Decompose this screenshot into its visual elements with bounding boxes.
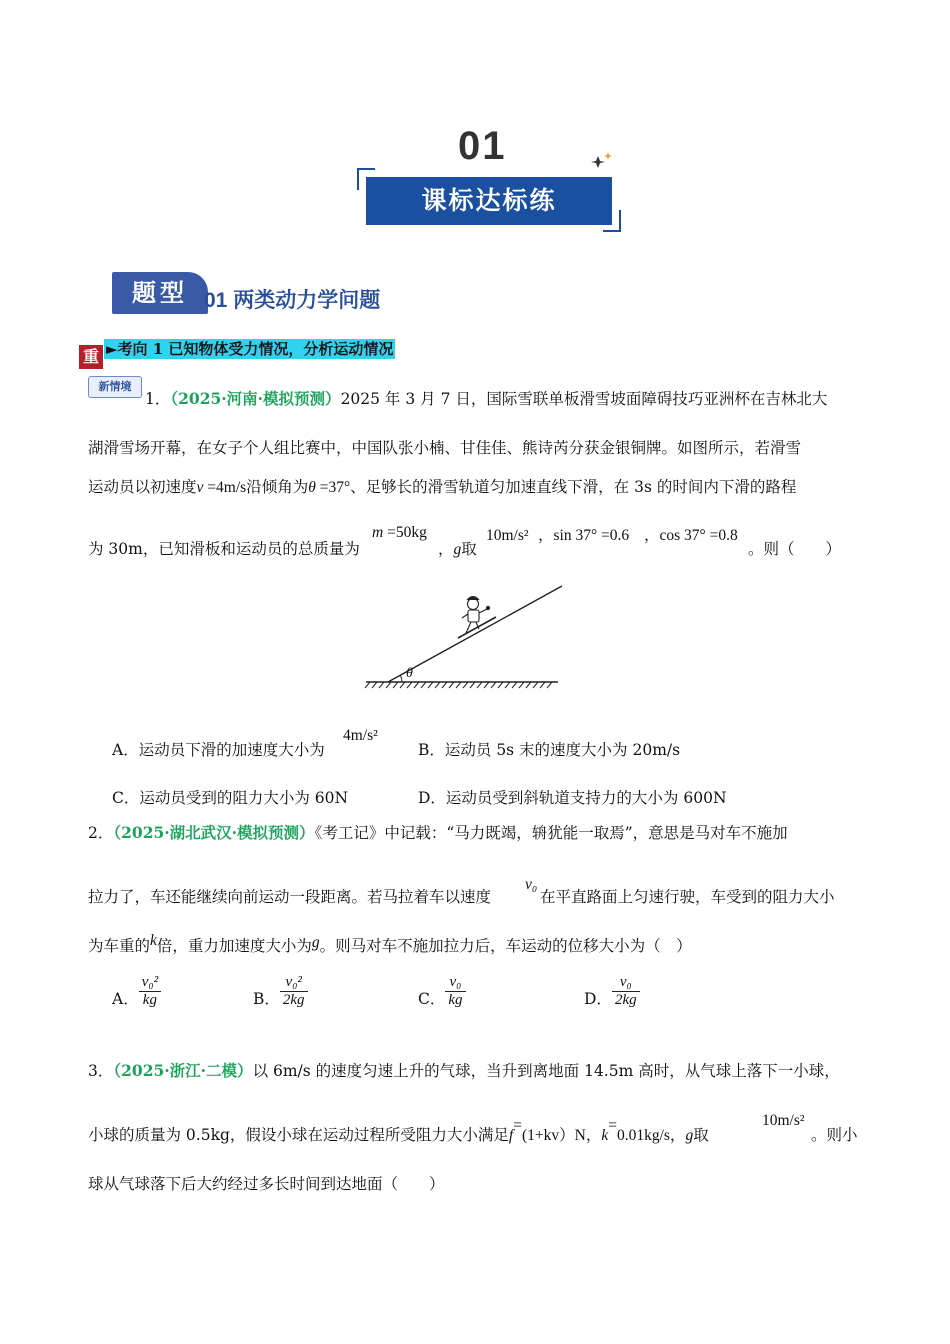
fraction-denominator: kg — [142, 991, 157, 1008]
q2-option-label: B． — [253, 990, 280, 1008]
fraction-numerator: v₀² — [139, 974, 161, 992]
q3-line-2: 小球的质量为 0.5kg，假设小球在运动过程所受阻力大小满足f=(1+kv）N，k=0.01kg/s，g取 — [88, 1117, 709, 1144]
q1-option-d[interactable]: D．运动员受到斜轨道支持力的大小为 600N — [418, 789, 727, 807]
banner-title-text: 课标达标练 — [421, 187, 557, 215]
q2-line-2: 拉力了，车还能继续向前运动一段距离。若马拉着车以速度 — [88, 888, 492, 906]
q1-option-b[interactable]: B．运动员 5s 末的速度大小为 20m/s — [418, 741, 681, 759]
fraction-denominator: 2kg — [282, 991, 305, 1008]
section-tag-text: 题型 — [132, 278, 188, 307]
fraction-numerator: v₀² — [280, 974, 308, 992]
q2-option-d[interactable] — [584, 972, 640, 1010]
q1-g-value: 10m/s² — [486, 527, 529, 544]
fraction-numerator: v₀ — [612, 974, 640, 992]
q3-line-1: 3．（2025·浙江·二模）以 6m/s 的速度匀速上升的气球，当升到离地面 14.5m 高时，从气球上落下一小球， — [88, 1061, 840, 1080]
q2-line-2-end: 在平直路面上匀速行驶，车受到的阻力大小 — [540, 888, 835, 906]
figure-angle-label: θ — [406, 666, 413, 681]
fraction-denominator: kg — [448, 991, 463, 1008]
q1-mass: m =50kg — [372, 524, 427, 541]
q3-g-value: 10m/s² — [762, 1112, 805, 1129]
subsection-label: ►考向 1 已知物体受力情况，分析运动情况 — [106, 340, 394, 358]
new-context-badge: 新情境 — [88, 376, 142, 398]
q1-option-c[interactable]: C．运动员受到的阻力大小为 60N — [112, 789, 349, 807]
q2-option-b[interactable] — [253, 972, 308, 1010]
q1-line-2: 湖滑雪场开幕，在女子个人组比赛中，中国队张小楠、甘佳佳、熊诗芮分获金银铜牌。如图所示，若滑雪 — [88, 439, 802, 457]
q1-option-a[interactable]: A．运动员下滑的加速度大小为 — [112, 741, 325, 759]
section-tag — [112, 272, 208, 314]
q2-number: 2． — [88, 824, 114, 842]
q1-text-1: 2025 年 3 月 7 日，国际雪联单板滑雪坡面障碍技巧亚洲杯在吉林北大 — [340, 390, 828, 408]
q1-g-label: ，g取 — [438, 540, 477, 558]
q2-line-3: 为车重的k倍，重力加速度大小为g。则马对车不施加拉力后，车运动的位移大小为（ ） — [88, 932, 692, 955]
q3-line-2-end: 。则小 — [811, 1126, 858, 1144]
q2-option-fraction — [280, 974, 308, 1009]
fraction-numerator: v₀ — [445, 974, 465, 992]
ski-slope-figure — [362, 584, 572, 692]
q2-option-c[interactable] — [418, 972, 466, 1010]
q2-option-a[interactable] — [112, 972, 161, 1010]
q2-option-label: D． — [584, 990, 612, 1008]
q2-line-1: 2．（2025·湖北武汉·模拟预测）《考工记》中记载：“马力既竭，辀犹能一取焉”，意思是马对车不施加 — [88, 823, 788, 842]
q1-line-1 — [145, 388, 827, 410]
banner-title — [366, 177, 612, 225]
q2-option-fraction — [612, 974, 640, 1009]
q1-source: （2025·河南·模拟预测） — [170, 389, 341, 408]
q1-initial-speed: 4m/s — [216, 479, 247, 496]
header-number: 01 — [458, 124, 507, 168]
q2-option-label: C． — [418, 990, 446, 1008]
q3-source: （2025·浙江·二模） — [113, 1061, 253, 1080]
important-badge: 重 — [79, 345, 103, 369]
skier-icon — [458, 597, 496, 639]
q1-angle: 37° — [328, 479, 351, 496]
q1-cos: ，cos 37° =0.8 — [644, 527, 738, 544]
fraction-denominator: 2kg — [614, 991, 637, 1008]
q1-line-3: 运动员以初速度v =4m/s沿倾角为θ =37°、足够长的滑雪轨道匀加速直线下滑，在 3s 的时间内下滑的路程 — [88, 478, 797, 496]
q1-option-a-value: 4m/s² — [343, 727, 378, 744]
q1-number: 1． — [145, 390, 171, 408]
q2-option-fraction — [445, 974, 465, 1009]
q2-v0: v₀ — [525, 876, 538, 893]
q2-option-fraction — [139, 974, 161, 1009]
q2-option-label: A． — [112, 990, 139, 1008]
q1-sin: ，sin 37° =0.6 — [538, 527, 630, 544]
q3-line-3: 球从气球落下后大约经过多长时间到达地面（ ） — [88, 1175, 445, 1193]
q1-line-4-end: 。则（ ） — [748, 540, 842, 558]
q1-line-4: 为 30m，已知滑板和运动员的总质量为 — [88, 540, 360, 558]
q2-source: （2025·湖北武汉·模拟预测） — [113, 823, 315, 842]
section-title: 01 两类动力学问题 — [204, 289, 381, 312]
q3-number: 3． — [88, 1062, 114, 1080]
